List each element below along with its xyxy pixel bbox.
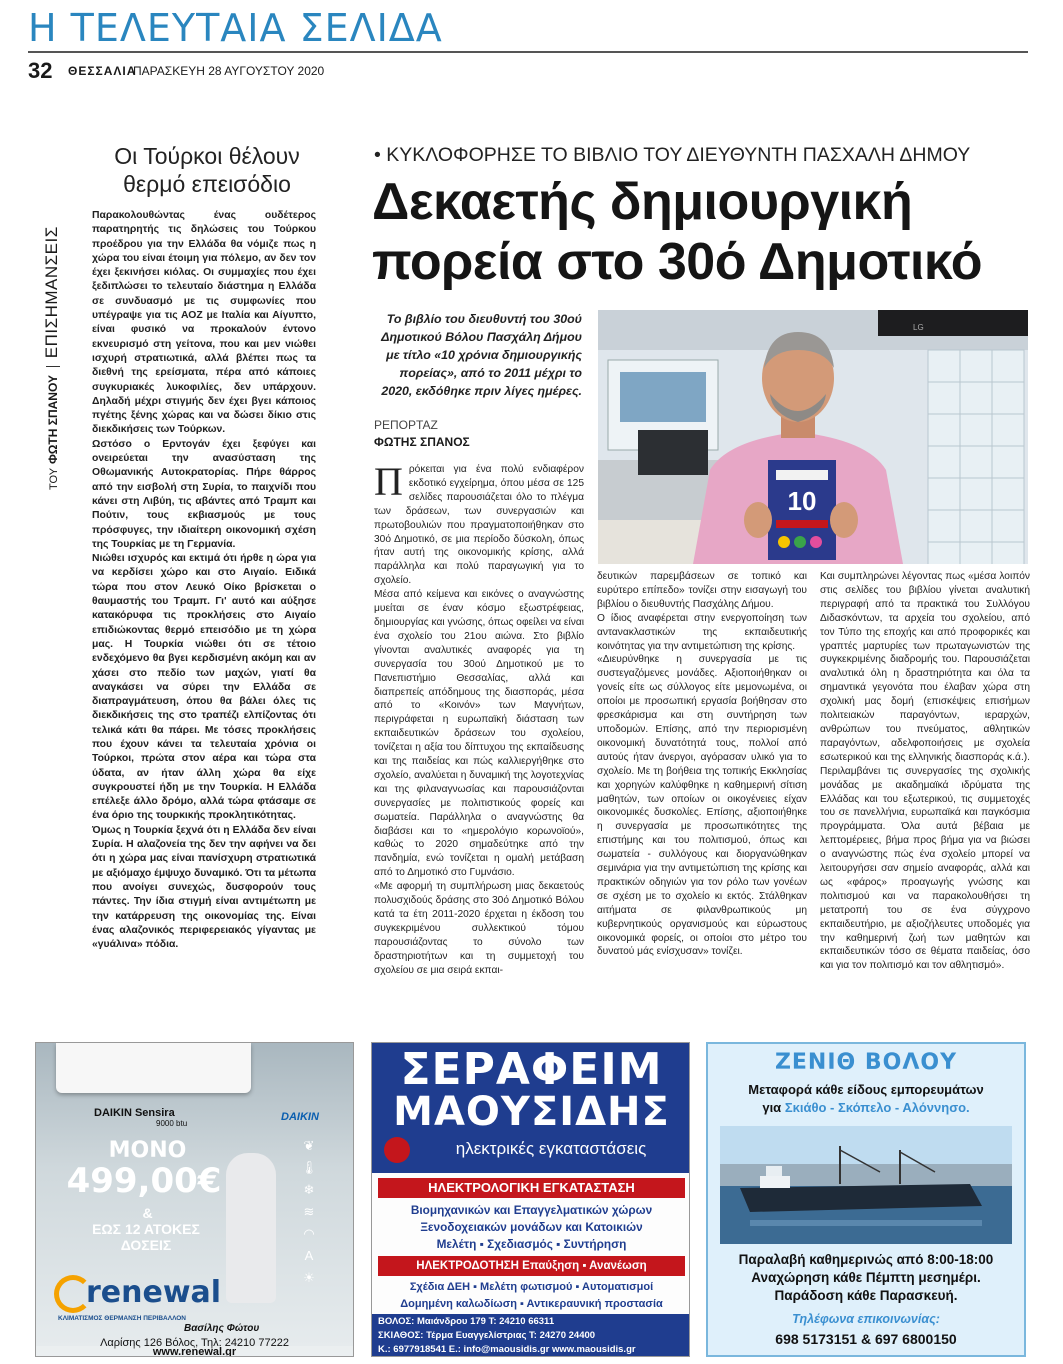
opinion-title: Οι Τούρκοι θέλουν θερμό επεισόδιο [114,143,300,197]
ad-subtitle: ηλεκτρικές εγκαταστάσεις [455,1139,647,1158]
energy-a-icon: A [304,1248,314,1263]
ad-schedule3: Παράδοση κάθε Παρασκευή. [774,1288,958,1303]
ad-contact1: ΒΟΛΟΣ: Μαιάνδρου 179 Τ: 24210 66311 [378,1316,555,1327]
tv-brand: LG [913,323,924,332]
ad-title: ΖΕΝΙΘ ΒΟΛΟΥ [774,1050,958,1075]
ad-phones: 698 5173151 & 697 6800150 [775,1331,957,1347]
column-tag-prefix: ΤΟΥ [48,467,60,490]
wind-icon: ≋ [303,1204,315,1219]
ad-installments: ΕΩΣ 12 ΑΤΟΚΕΣ ΔΟΣΕΙΣ [92,1221,200,1253]
sun-icon: ☀ [303,1270,315,1285]
section-title: Η ΤΕΛΕΥΤΑΙΑ ΣΕΛΙΔΑ [28,6,443,50]
ad-name-line2: ΜΑΟΥΣΙΔΗΣ [393,1089,670,1135]
ad-plus: & [142,1205,153,1221]
article-column-3 [820,570,1030,973]
thermometer-icon: 🌡 [300,1160,318,1175]
ad-btu: 9000 btu [156,1119,188,1128]
article-paragraph: Και συμπληρώνει λέγοντας πως «μέσα λοιπόν στις σελίδες του βιβλίου γίνεται αναλυτική περιγραφή από τα πρακτικά του Συλλόγου Διδασκόντων, τα αρχεία του σχολείου, από τον Τύπο της εποχής και από προφορικές και γραπτές μαρτυρίες των πρωταγωνιστών της συγκεκριμένης διαδρομής του. Παρουσιάζεται αναλυτικά όλη η δραστηριότητα και όλα τα σημαντικά γεγονότα που έλαβαν χώρα στη σχολική μας δομή (επισκέψεις επισήμων πολιτειακών παραγόντων, ιεραρχών, ανθρώπων του πνεύματος, αθλητικών παραγόντων, αδελφοποιήσεις με σχολεία εσωτερικού και της ελληνικής διασποράς κ.ά.). Περιλαμβάνει τις συνεργασίες της σχολικής μονάδας με ακαδημαϊκά ιδρύματα της Ελλάδας και του εξωτερικού, τις συμμετοχές του σε πανελλήνια, ευρωπαϊκά και παγκόσμια προγράμματα. Όλα αυτά βέβαια με λεπτομέρειες, βήμα προς βήμα για να βιώσει ο αναγνώστης πώς ένα σχολείο μπορεί να λειτουργήσει σαν σημείο αναφοράς, αλλά και ως «φάρος» προαγωγής γνώσης και πολιτισμού και να παρακολουθήσει τη μετατροπή του σε ένα σύγχρονο εκπαιδευτήριο, με αξιοζήλευτες υποδομές για την καθημερινή ζωή των μαθητών και εκπαιδευτικών τόσο σε θέματα παιδείας, όσο και για τον πολιτισμό και τον αθλητισμό». [820,571,1030,972]
ad-address: Λαρίσης 126 Βόλος, Τηλ: 24210 77222 [100,1337,289,1349]
article-paragraph: ρόκειται για ένα πολύ ενδιαφέρον εκδοτικό εγχείρημα, όπου μέσα σε 125 σελίδες παρουσιάζεται όλο το πλέγμα των δράσεων, των συνεργασιών και πρωτοβουλιών που πραγματοποιήθηκαν στο 30ό Δημοτικό, σε μια περίοδο δύσκολη, όπως ήταν αυτή της οικονομικής κρίσης, αλλά παράλληλα και πολύ παραγωγική για το σχολείο. [374,464,584,587]
book-number: 10 [787,486,817,516]
article-lead: Το βιβλίο του διευθυντή του 30ού Δημοτικού Βόλου Πασχάλη Δήμου με τίτλο «10 χρόνια δημιουργικής πορείας», από το 2011 μέχρι το 2020, εκδόθηκε πριν λίγες ημέρες. [381,312,582,398]
ad-name-line1: ΣΕΡΑΦΕΙΜ [400,1044,663,1095]
column-tag [44,225,80,490]
article-dropcap: Π [374,459,403,504]
ad-schedule2: Αναχώρηση κάθε Πέμπτη μεσημέρι. [751,1270,981,1285]
ad-heading1: ΗΛΕΚΤΡΟΛΟΓΙΚΗ ΕΓΚΑΤΑΣΤΑΣΗ [378,1178,685,1198]
publication-name: ΘΕΣΣΑΛΙΑ [68,64,137,78]
ad-phones-label: Τηλέφωνα επικοινωνίας: [792,1312,940,1326]
article-column-1 [374,459,584,978]
ad-tagline: ΚΛΙΜΑΤΙΣΜΟΣ ΘΕΡΜΑΝΣΗ ΠΕΡΙΒΑΛΛΟΝ [58,1315,186,1322]
header-rule [28,51,1028,53]
model-photo [226,1153,276,1303]
ad-seraphim [371,1042,690,1357]
page-number: 32 [28,58,53,83]
article-headline: Δεκαετής δημιουργική πορεία στο 30ό Δημοτικό [372,173,982,291]
ad-price: 499,00€ [66,1161,222,1201]
ad-contact2: ΣΚΙΑΘΟΣ: Τέρμα Ευαγγελίστριας Τ: 24270 24400 [378,1330,596,1341]
ad-schedule1: Παραλαβή καθημερινώς από 8:00-18:00 [738,1252,994,1267]
ad-line2-prefix: για [762,1100,782,1115]
ad-owner: Βασίλης Φώτου [184,1323,260,1334]
article-paragraph: Μέσα από κείμενα και εικόνες ο αναγνώστης μυείται σε έναν κόσμο εξωστρέφειας, δημιουργίας και γνώσης, όπως οφείλει να είναι ένα σχολείο του 21ου αιώνα. Στο βιβλίο γίνονται αναλυτικές αναφορές για τη συνεργασία του 30ού Δημοτικού με το Πανεπιστήμιο Θεσσαλίας, αλλά και διαπρεπείς απόδημους της διασποράς, μέσα από το «Κοινόν» των Μαγνήτων, περιγράφεται η ευρωπαϊκή διάσταση των εκπαιδευτικών δράσεων του σχολείου, τονίζεται η αξία του δίπτυχου της εκπαίδευσης και της παιδείας και πώς καλλιεργήθηκε στο σχολείο, αναλύεται η δυναμική της λογοτεχνίας και της φιλαναγνωσίας και παρουσιάζονται συνεργασίες με πολιτιστικούς φορείς και σωματεία. Παράλληλα ο αναγνώστης θα διαβάσει και το «ημερολόγιο κορωνοϊού», καθώς το 2020 σημαδεύτηκε από την πανδημία, ενώ τονίζεται η ομαλή μετάβαση από το Δημοτικό στο Γυμνάσιο. [374,589,584,879]
snowflake-icon: ❄ [303,1182,315,1197]
ad-heading2: ΗΛΕΚΤΡΟΔΟΤΗΣΗ Επαύξηση ▪ Ανανέωση [378,1256,685,1276]
article-column-2 [597,570,807,959]
ad-line2: Ξενοδοχειακών μονάδων και Κατοικιών [420,1220,643,1234]
ad-renewal [35,1042,354,1357]
opinion-body [92,209,316,952]
ad-contact3: Κ.: 6977918541 E.: info@maousidis.gr www.maousidis.gr [378,1344,636,1355]
ad-destinations: Σκιάθο - Σκόπελο - Αλόννησο. [784,1100,970,1115]
column-tag-author: ΦΩΤΗ ΣΠΑΝΟΥ [46,375,60,465]
feature-icons [298,1135,320,1289]
wifi-icon: ◠ [303,1226,315,1241]
opinion-paragraph: Ωστόσο ο Ερντογάν έχει ξεφύγει και ονειρεύεται την ανασύσταση της Οθωμανικής Αυτοκρατορίας. Πήρε θάρρος από την εισβολή στη Συρία, το παιχνίδι που κάνει στη Λιβύη, τις αβάντες από Τραμπ και Πούτιν, τους εκβιασμούς με τους πρόσφυγες, την ιδιαίτερη οικονομική σχέση της Τουρκίας με τη Γερμανία. [92,438,316,550]
ad-line4: Σχέδια ΔΕΗ ▪ Μελέτη φωτισμού ▪ Αυτοματισμοί [409,1281,654,1293]
daikin-logo: DAIKIN [281,1111,319,1123]
opinion-paragraph: Όμως η Τουρκία ξεχνά ότι η Ελλάδα δεν είναι Συρία. Η αλαζονεία της δεν την αφήνει να δει ότι η χώρα μας είναι πανίσχυρη στρατιωτικά με αξιόμαχο έμψυχο δυναμικό. Ότι τα μέτωπα που ανοίγει συνεχώς, δυσφορούν τους πάντες. Την ίδια στιγμή είναι αντιμέτωπη με την κατάρρευση της οικονομίας της. Είναι ένας αλαζονικός περιφερειακός γίγαντας με «γυάλινα» πόδια. [92,824,316,951]
ad-company: renewal [86,1275,222,1310]
ship-photo [720,1126,1012,1244]
opinion-paragraph: Νιώθει ισχυρός και εκτιμά ότι ήρθε η ώρα για να κερδίσει χώρο και στο Αιγαίο. Ειδικά τώρα που στον Λευκό Οίκο βρίσκεται ο θαυμαστής του Τραμπ. Γι' αυτό και αύξησε κατακόρυφα τις προκλήσεις στο Αιγαίο επιδιώκοντας θερμό επεισόδιο με τη χώρα μας. Η Τουρκία νιώθει ότι σε τέτοιο ενδεχόμενο θα βγει κερδισμένη ακόμη και αν χάσει στο πεδίο των μαχών, γιατί θα αναγκάσει να σύρει την Ελλάδα σε διαπραγμάτευση, όπου θα βάλει όλες τις διεκδικήσεις της στο τραπέζι ελπίζοντας ότι τελικά κάτι θα πάρει. Με τόσες προκλήσεις που έχουν κάνει τα τελευταία χρόνια οι Τούρκοι, πρώτα στον αέρα και τώρα στα ύδατα, αν ήταν άλλη χώρα θα είχε συγκρουστεί ήδη με την Τουρκία. Η Ελλάδα επέλεξε άλλο δρόμο, αλλά τώρα φτάσαμε σε ένα όριο της τουρκικής προκλητικότητας. [92,553,316,822]
article-paragraph: Ο ίδιος αναφέρεται στην ενεργοποίηση των αντανακλαστικών της εκπαιδευτικής κοινότητας για την αντιμετώπιση της κρίσης. [597,612,807,652]
ad-line3: Μελέτη ▪ Σχεδιασμός ▪ Συντήρηση [436,1237,627,1251]
ac-unit-image [56,1043,251,1093]
ad-product: DAIKIN Sensira [94,1107,175,1119]
article-photo [598,310,1028,564]
report-label: ΡΕΠΟΡΤΑΖ [374,418,438,432]
book-cover [768,460,836,560]
publication-date: ΠΑΡΑΣΚΕΥΗ 28 ΑΥΓΟΥΣΤΟΥ 2020 [133,64,325,78]
article-paragraph: δευτικών παρεμβάσεων σε τοπικό και ευρύτερο επίπεδο» τονίζει στην εισαγωγή του βιβλίου ο διευθυντής Πασχάλης Δήμου. [597,571,807,610]
ad-price-prefix: ΜΟΝΟ [108,1138,187,1163]
ad-line5: Δομημένη καλωδίωση ▪ Αντικεραυνική προστασία [400,1298,663,1310]
leaf-icon: ❦ [303,1138,315,1153]
ad-website: www.renewal.gr [36,1346,353,1357]
article-paragraph: «Με αφορμή τη συμπλήρωση μιας δεκαετούς πολυσχιδούς δράσης στο 30ό Δημοτικό Βόλου κατά τα έτη 2011-2020 έρχεται η έκδοση του συγκεκριμένου συλλεκτικού τόμου παρουσιάζοντας το σύνολο των δραστηριοτήτων και τη συμμετοχή του σχολείου σε μια σειρά εκπαι- [374,881,584,976]
ad-line1: Βιομηχανικών και Επαγγελματικών χώρων [410,1203,653,1217]
bolt-icon [384,1137,410,1163]
ad-zenith [706,1042,1026,1357]
article-paragraph: «Διευρύνθηκε η συνεργασία με τις συστεγαζόμενες μονάδες. Αξιοποιήθηκαν οι γονείς είτε ως σύλλογος είτε μεμονωμένα, οι οποίοι με προσωπική εργασία βοήθησαν στο φρεσκάρισμα και στη συντήρηση των υποδομών. Επίσης, από την περιορισμένη οικονομική δυνατότητά τους, πολλοί από αυτούς ήταν άνεργοι, αγόρασαν υλικό για το σχολείο. Με τη βοήθεια της τοπικής Εκκλησίας και χορηγών καλύφθηκε η καθημερινή σίτιση μαθητών, των οποίων οι οικογένειες είχαν οικονομικές δυσκολίες. Επίσης, αξιοποιήθηκε η συνεργασία με προσωπικότητες της επιστήμης και του πολιτισμού, όπως και σωματεία - συλλόγους και διοργανώθηκαν σεμινάρια για την αντιμετώπιση της κρίσης και πρακτικών οδηγιών για τον ρόλο των γονέων σε σχέση με το σχολείο κι εκτός. Στάλθηκαν αιτήματα σε φιλανθρωπικούς μη κυβερνητικούς οργανισμούς και εύρωστους οικονομικά φορείς, οι οποίοι στο μέτρο του δυνατού μάς ενίσχυσαν» τονίζει. [597,654,807,958]
column-tag-name: ΕΠΙΣΗΜΑΝΣΕΙΣ [42,226,61,359]
article-kicker: • ΚΥΚΛΟΦΟΡΗΣΕ ΤΟ ΒΙΒΛΙΟ ΤΟΥ ΔΙΕΥΘΥΝΤΗ ΠΑΣΧΑΛΗ ΔΗΜΟΥ [374,144,971,166]
ad-line1: Μεταφορά κάθε είδους εμπορευμάτων [748,1082,984,1097]
opinion-paragraph: Παρακολουθώντας ένας ουδέτερος παρατηρητής τις δηλώσεις του Τούρκου προέδρου για την Ελλάδα θα νόμιζε πως η χώρα του είναι έτοιμη για πόλεμο, αν δεν τον έχει ξεκινήσει κιόλας. Οι συμμαχίες που έχει ξεδιπλώσει το τελευταίο διάστημα η Ελλάδα σε συνδυασμό με τις συμφωνίες που υπέγραψε για τις ΑΟΖ με Ιταλία και Αίγυπτο, είναι φυσικό να προκαλούν έντονο εκνευρισμό στη γείτονα, που και μεν νιώθει ισχυρή στρατιωτικά, αλλά βλέπει πως τα διεθνή της ερείσματα, πέρα από κάποιες συγκυριακές λυκοφιλίες, δεν υπάρχουν. Δηλαδή μέχρι στιγμής δεν έχει βγει κάποιος πγέτης ξένης χώρας και να δώσει δίκιο στις διεκδικήσεις των Τούρκων. [92,210,316,436]
photo-illustration [598,310,1028,564]
report-author: ΦΩΤΗΣ ΣΠΑΝΟΣ [374,435,470,449]
